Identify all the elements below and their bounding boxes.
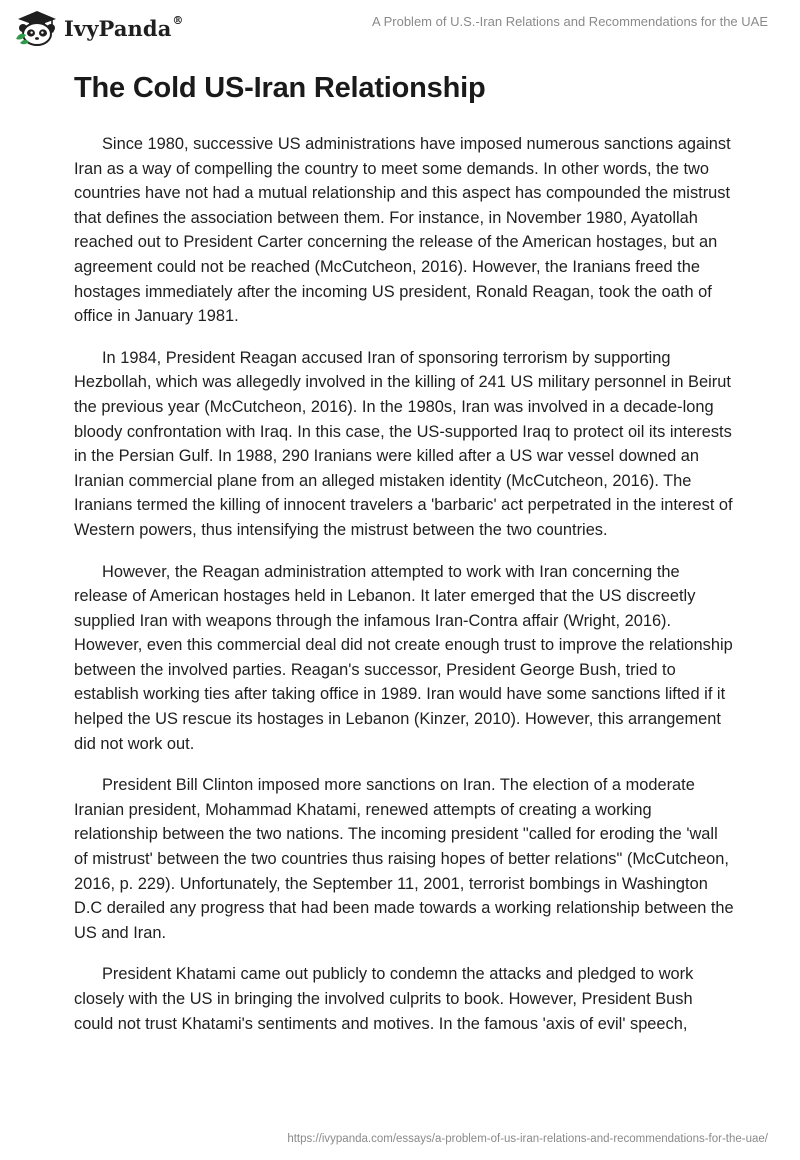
registered-mark: ® (172, 13, 184, 27)
paragraph: President Khatami came out publicly to condemn the attacks and pledged to work closely with the US in bringing the involved culprits to book. However, President Bush could not trust Khatami's sentiments and motives. In the famous 'axis of evil' speech, (74, 965, 694, 1033)
source-url[interactable]: https://ivypanda.com/essays/a-problem-of-us-iran-relations-and-recommendations-for-the-uae/ (287, 1133, 768, 1145)
logo-wordmark (64, 13, 184, 41)
paragraph: In 1984, President Reagan accused Iran of sponsoring terrorism by supporting Hezbollah, which was allegedly involved in the killing of 241 US military personnel in Beirut the previous year (McCutcheon, 2016). In the 1980s, Iran was involved in a decade-long bloody confrontation with Iraq. In this case, the US-supported Iraq to protect oil its interests in the Persian Gulf. In 1988, 290 Iranians were killed after a US war vessel downed an Iranian commercial plane from an alleged mistaken identity (McCutcheon, 2016). The Iranians termed the killing of innocent travelers a 'barbaric' act perpetrated in the interest of Western powers, thus intensifying the mistrust between the two countries. (74, 348, 733, 539)
article-heading: The Cold US-Iran Relationship (74, 72, 486, 104)
panda-graduate-icon (14, 9, 60, 47)
ivypanda-logo[interactable] (14, 9, 184, 47)
article-body (74, 132, 734, 1053)
paragraph: However, the Reagan administration attempted to work with Iran concerning the release of American hostages held in Lebanon. It later emerged that the US discreetly supplied Iran with weapons through the infamous Iran-Contra affair (Wright, 2016). However, even this commercial deal did not create enough trust to improve the relationship between the involved parties. Reagan's successor, President George Bush, tried to establish working ties after taking office in 1989. Iran would have some sanctions lifted if it helped the US rescue its hostages in Lebanon (Kinzer, 2010). However, this arrangement did not work out. (74, 562, 733, 753)
paragraph: Since 1980, successive US administrations have imposed numerous sanctions against Iran as a way of compelling the country to meet some demands. In other words, the two countries have not had a mutual relationship and this aspect has compounded the mistrust that defines the association between them. For instance, in November 1980, Ayatollah reached out to President Carter concerning the release of the American hostages, but an agreement could not be reached (McCutcheon, 2016). However, the Iranians freed the hostages immediately after the incoming US president, Ronald Reagan, took the oath of office in January 1981. (74, 135, 731, 326)
document-title: A Problem of U.S.-Iran Relations and Recommendations for the UAE (372, 14, 768, 29)
page-header (0, 0, 800, 60)
paragraph: President Bill Clinton imposed more sanctions on Iran. The election of a moderate Iranian president, Mohammad Khatami, renewed attempts of creating a working relationship between the two nations. The incoming president "called for eroding the 'wall of mistrust' between the two countries thus raising hopes of better relations" (McCutcheon, 2016, p. 229). Unfortunately, the September 11, 2001, terrorist bombings in Washington D.C derailed any progress that had been made towards a working relationship between the US and Iran. (74, 776, 734, 942)
logo-name: IvyPanda (64, 15, 172, 41)
